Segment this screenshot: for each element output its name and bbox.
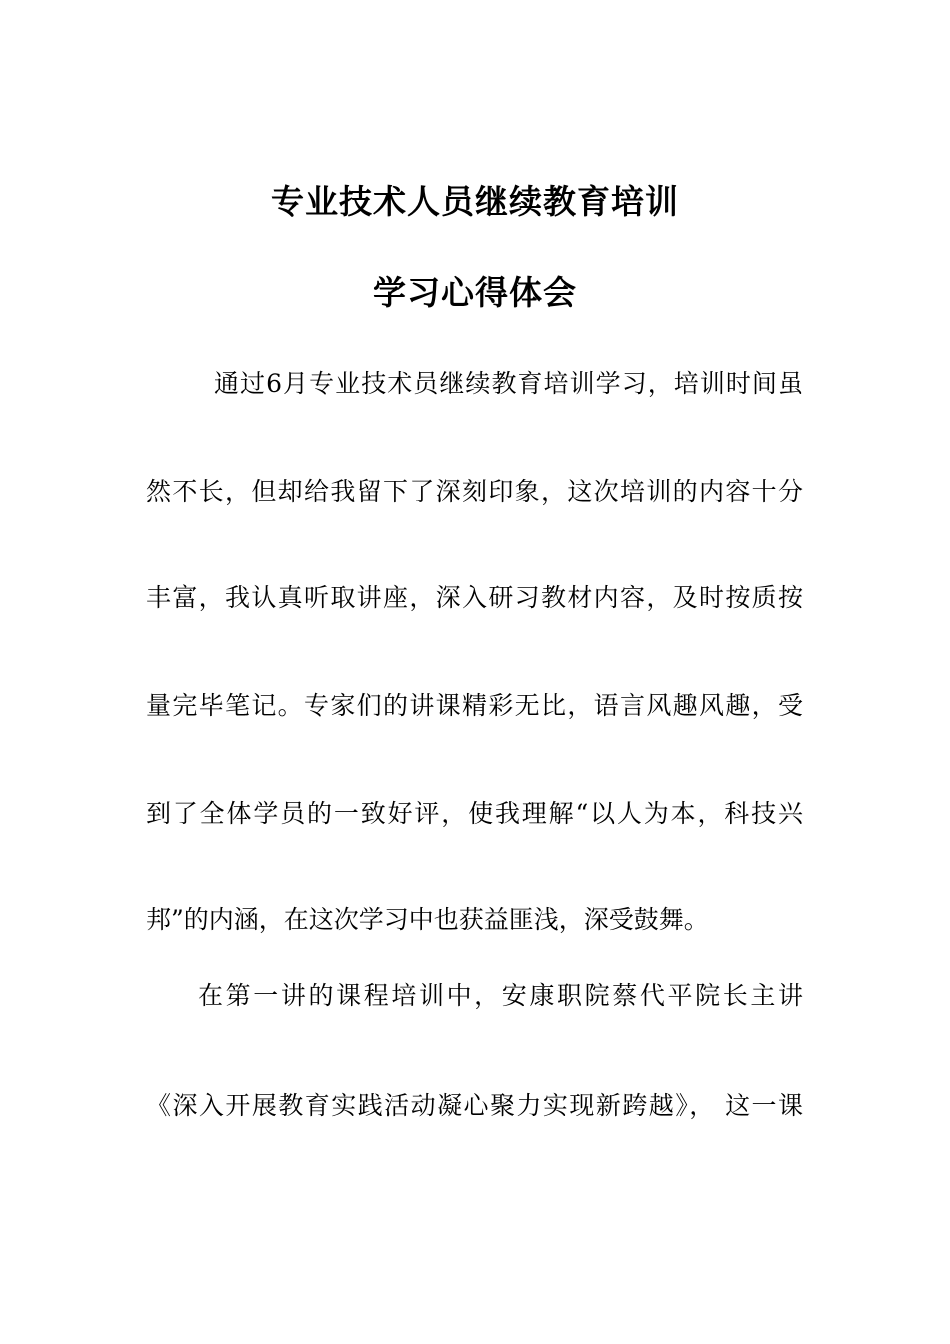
paragraph-line: 在第一讲的课程培训中，安康职院蔡代平院长主讲	[198, 981, 803, 1010]
paragraph-line: 量完毕笔记。专家们的讲课精彩无比，语言风趣风趣，受	[146, 691, 803, 720]
paragraph-line: 然不长，但却给我留下了深刻印象，这次培训的内容十分	[146, 477, 803, 506]
paragraph-line: 《深入开展教育实践活动凝心聚力实现新跨越》， 这一课	[146, 1091, 803, 1120]
paragraph-line: 到了全体学员的一致好评，使我理解“以人为本，科技兴	[146, 799, 803, 828]
paragraph-line: 丰富，我认真听取讲座，深入研习教材内容，及时按质按	[146, 583, 803, 612]
document-title-line-2: 学习心得体会	[373, 273, 577, 312]
paragraph-line: 邦”的内涵，在这次学习中也获益匪浅，深受鼓舞。	[146, 905, 709, 934]
paragraph-line: 通过6月专业技术员继续教育培训学习，培训时间虽	[214, 369, 803, 398]
document-title-line-1: 专业技术人员继续教育培训	[271, 182, 679, 221]
